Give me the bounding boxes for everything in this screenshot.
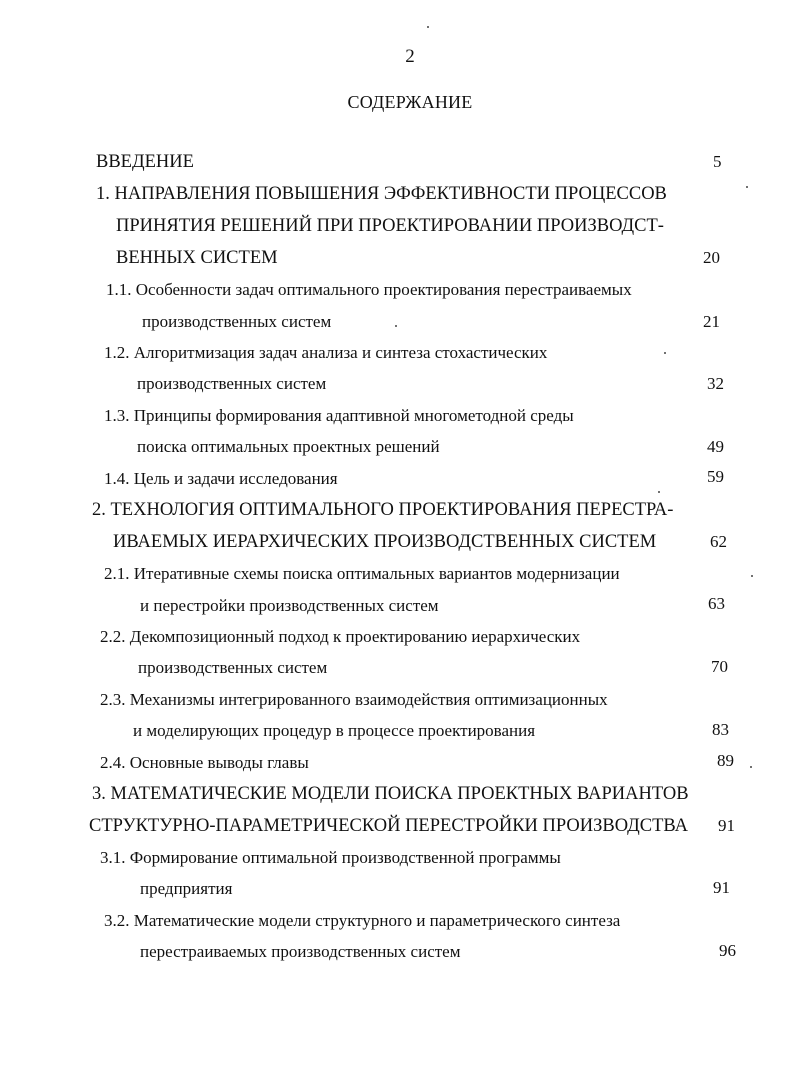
toc-section-1-2-line-1: 1.2. Алгоритмизация задач анализа и синтеза стохастических (104, 343, 548, 362)
toc-section-1-3-line-1: 1.3. Принципы формирования адаптивной многометодной среды (104, 406, 574, 425)
toc-entry-intro: ВВЕДЕНИЕ (96, 152, 194, 172)
toc-chapter-3-line-2: СТРУКТУРНО-ПАРАМЕТРИЧЕСКОЙ ПЕРЕСТРОЙКИ ПРОИЗВОДСТВА (89, 816, 688, 836)
toc-page-section-1-3: 49 (707, 437, 724, 456)
toc-page-section-1-1: 21 (703, 312, 720, 331)
toc-section-1-3-line-2: поиска оптимальных проектных решений (137, 437, 440, 456)
toc-section-2-3-line-1: 2.3. Механизмы интегрированного взаимодействия оптимизационных (100, 690, 608, 709)
toc-section-2-2-line-1: 2.2. Декомпозиционный подход к проектированию иерархических (100, 627, 581, 646)
toc-page-section-2-2: 70 (711, 657, 728, 676)
toc-section-1-1-line-1: 1.1. Особенности задач оптимального проектирования перестраиваемых (106, 280, 632, 299)
toc-section-3-1-line-1: 3.1. Формирование оптимальной производственной программы (100, 848, 561, 867)
scan-speck (664, 352, 666, 354)
scan-speck (658, 491, 660, 493)
toc-chapter-2-line-2: ИВАЕМЫХ ИЕРАРХИЧЕСКИХ ПРОИЗВОДСТВЕННЫХ СИСТЕМ (113, 532, 657, 552)
toc-section-3-1-line-2: предприятия (140, 879, 233, 898)
toc-section-2-1-line-2: и перестройки производственных систем (140, 596, 439, 615)
toc-section-1-2-line-2: производственных систем (137, 374, 327, 393)
scan-speck (750, 766, 752, 768)
toc-page-chapter-1: 20 (703, 248, 720, 267)
toc-section-3-2-line-2: перестраиваемых производственных систем (140, 942, 461, 961)
toc-chapter-2-line-1: 2. ТЕХНОЛОГИЯ ОПТИМАЛЬНОГО ПРОЕКТИРОВАНИЯ ПЕРЕСТРА- (92, 500, 674, 520)
toc-page-section-3-2: 96 (719, 941, 736, 960)
toc-section-3-2-line-1: 3.2. Математические модели структурного и параметрического синтеза (104, 911, 621, 930)
toc-page-section-2-4: 89 (717, 751, 734, 770)
page-number: 2 (405, 46, 415, 67)
toc-page-chapter-3: 91 (718, 816, 735, 835)
toc-page-section-2-1: 63 (708, 594, 725, 613)
toc-page-section-2-3: 83 (712, 720, 729, 739)
toc-section-2-4-line-1: 2.4. Основные выводы главы (100, 753, 309, 772)
toc-section-1-4-line-1: 1.4. Цель и задачи исследования (104, 469, 338, 488)
scan-speck (751, 575, 753, 577)
toc-page-section-3-1: 91 (713, 878, 730, 897)
toc-chapter-1-line-2: ПРИНЯТИЯ РЕШЕНИЙ ПРИ ПРОЕКТИРОВАНИИ ПРОИЗВОДСТ- (116, 216, 664, 236)
toc-chapter-3-line-1: 3. МАТЕМАТИЧЕСКИЕ МОДЕЛИ ПОИСКА ПРОЕКТНЫХ ВАРИАНТОВ (92, 784, 689, 804)
scan-speck (746, 186, 748, 188)
page-title: СОДЕРЖАНИЕ (347, 92, 473, 112)
toc-page-section-1-4: 59 (707, 467, 724, 486)
toc-section-2-2-line-2: производственных систем (138, 658, 328, 677)
toc-page-chapter-2: 62 (710, 532, 727, 551)
toc-section-2-3-line-2: и моделирующих процедур в процессе проектирования (133, 721, 536, 740)
toc-page-intro: 5 (713, 152, 722, 171)
toc-chapter-1-line-3: ВЕННЫХ СИСТЕМ (116, 248, 278, 268)
toc-chapter-1-line-1: 1. НАПРАВЛЕНИЯ ПОВЫШЕНИЯ ЭФФЕКТИВНОСТИ ПРОЦЕССОВ (96, 184, 667, 204)
toc-section-2-1-line-1: 2.1. Итеративные схемы поиска оптимальных вариантов модернизации (104, 564, 620, 583)
scan-speck (395, 325, 397, 327)
scan-speck (427, 26, 429, 28)
toc-section-1-1-line-2: производственных систем (142, 312, 332, 331)
toc-page-section-1-2: 32 (707, 374, 724, 393)
